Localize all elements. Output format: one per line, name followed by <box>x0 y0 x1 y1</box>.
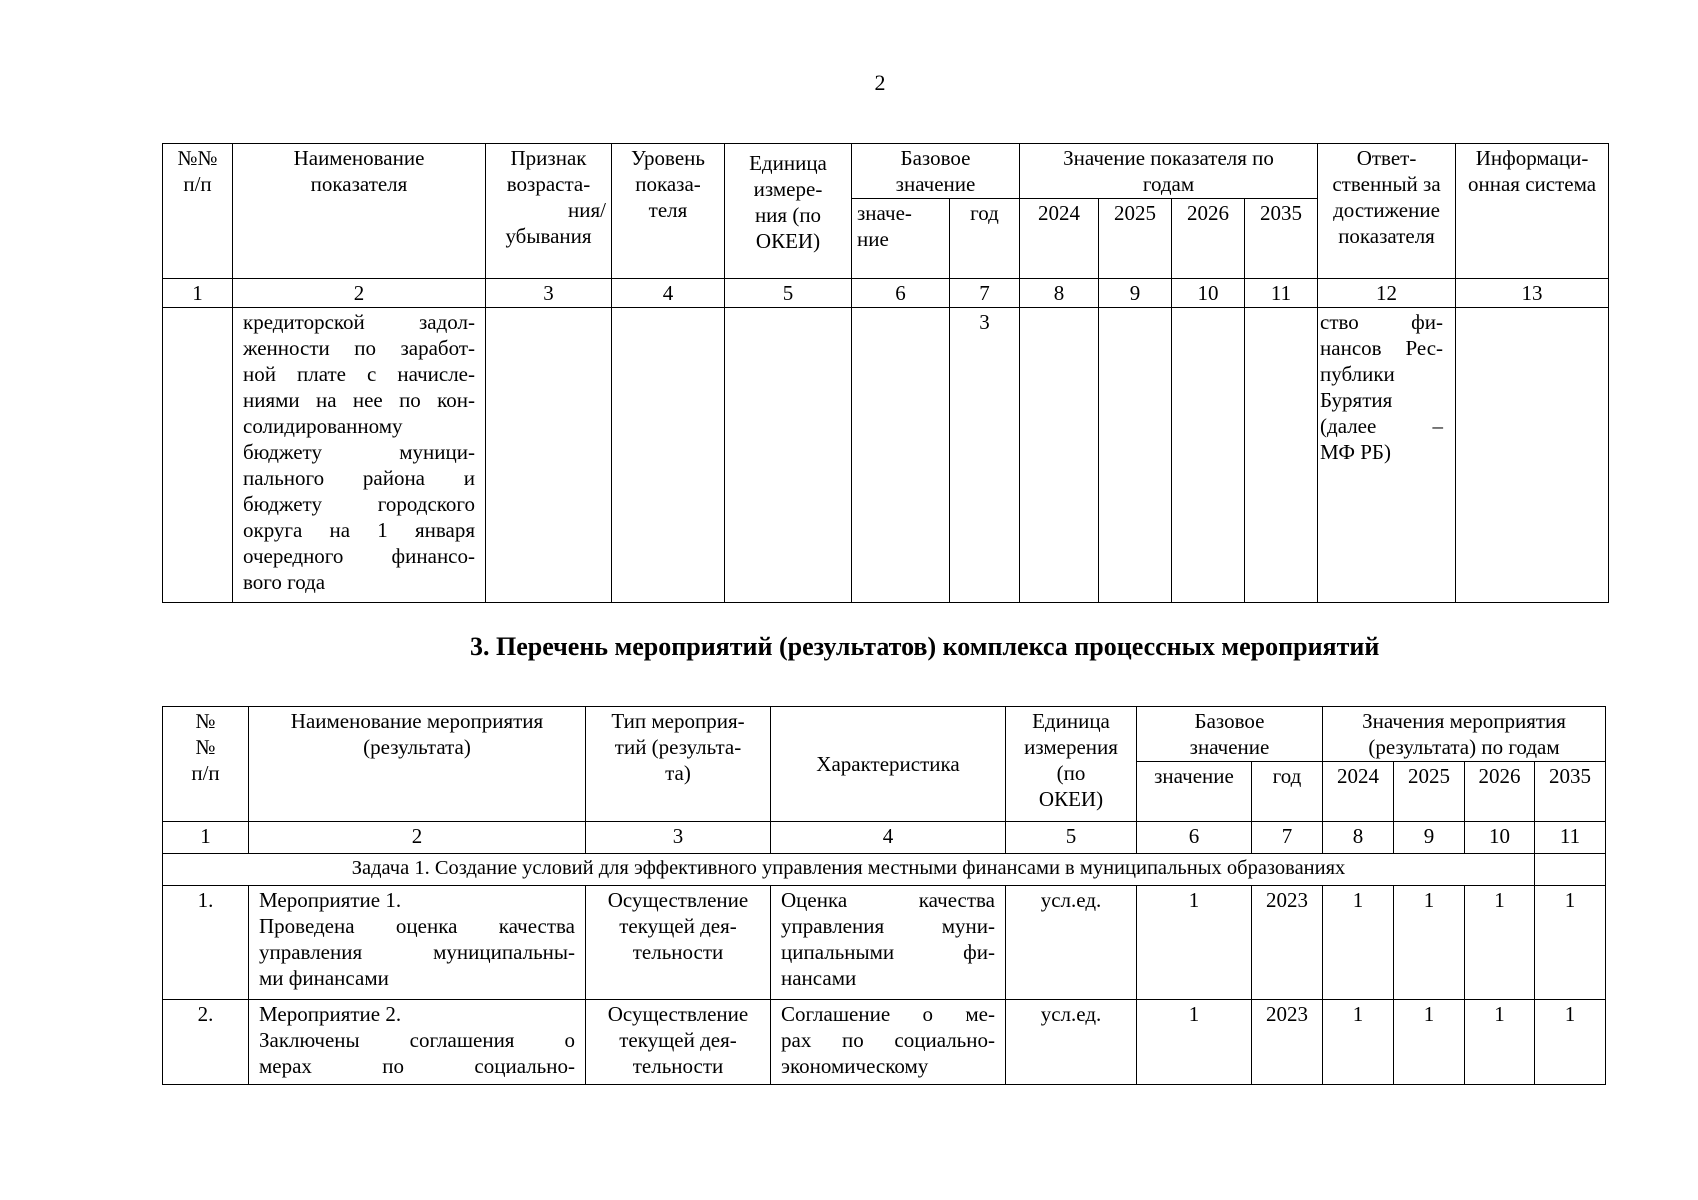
measure-1-base-year: 2023 <box>1252 886 1323 1000</box>
t2-colnum: 1 <box>163 822 249 854</box>
t1-header-year-2025: 2025 <box>1099 199 1172 279</box>
section-heading: 3. Перечень мероприятий (результатов) комплекса процессных мероприятий <box>470 632 1380 661</box>
t1-row-responsible: ство фи- нансов Рес- публики Бурятия (далее – МФ РБ) <box>1318 308 1456 603</box>
measure-2-value-2035: 1 <box>1535 1000 1606 1085</box>
measure-2-num: 2. <box>163 1000 249 1085</box>
t2-header-num: № № п/п <box>163 707 249 822</box>
t1-colnum: 13 <box>1456 279 1609 308</box>
t2-header-type: Тип мероприя- тий (результа- та) <box>586 707 771 822</box>
t1-colnum: 9 <box>1099 279 1172 308</box>
t1-row-2024 <box>1020 308 1099 603</box>
t1-row-level <box>612 308 725 603</box>
measure-2-base-value: 1 <box>1137 1000 1252 1085</box>
t2-colnum: 3 <box>586 822 771 854</box>
t2-colnum: 6 <box>1137 822 1252 854</box>
t2-header-year-2035: 2035 <box>1535 762 1606 822</box>
t1-row-2026 <box>1172 308 1245 603</box>
t1-colnum: 1 <box>163 279 233 308</box>
t1-colnum: 10 <box>1172 279 1245 308</box>
t2-colnum: 8 <box>1323 822 1394 854</box>
t1-colnum: 5 <box>725 279 852 308</box>
t1-colnum: 6 <box>852 279 950 308</box>
t1-row-base-value <box>852 308 950 603</box>
measure-2-value-2026: 1 <box>1465 1000 1535 1085</box>
t1-row-base-year: 3 <box>950 308 1020 603</box>
t2-header-name: Наименование мероприятия (результата) <box>249 707 586 822</box>
t1-colnum: 12 <box>1318 279 1456 308</box>
t1-header-info-system: Информаци- онная система <box>1456 144 1609 279</box>
t2-colnum: 4 <box>771 822 1006 854</box>
measure-2-name: Мероприятие 2. Заключены соглашения о мерах по социально- <box>249 1000 586 1085</box>
task-row-empty <box>1535 854 1606 886</box>
t1-header-unit: Единица измере- ния (по ОКЕИ) <box>725 144 852 279</box>
t2-colnum: 7 <box>1252 822 1323 854</box>
measure-2-value-2024: 1 <box>1323 1000 1394 1085</box>
measure-1-base-value: 1 <box>1137 886 1252 1000</box>
t2-header-year-2024: 2024 <box>1323 762 1394 822</box>
t1-header-year-2024: 2024 <box>1020 199 1099 279</box>
t2-header-base-value: значение <box>1137 762 1252 822</box>
measure-1-type: Осуществление текущей дея- тельности <box>586 886 771 1000</box>
t2-colnum: 10 <box>1465 822 1535 854</box>
t2-header-year-2025: 2025 <box>1394 762 1465 822</box>
t1-header-base: Базовое значение <box>852 144 1020 199</box>
t1-header-num: №№ п/п <box>163 144 233 279</box>
measure-1-characteristic: Оценка качества управления муни- ципальными фи- нансами <box>771 886 1006 1000</box>
t1-row-unit <box>725 308 852 603</box>
measure-1-num: 1. <box>163 886 249 1000</box>
t1-row-2025 <box>1099 308 1172 603</box>
t1-colnum: 8 <box>1020 279 1099 308</box>
measure-2-type: Осуществление текущей дея- тельности <box>586 1000 771 1085</box>
t1-header-trend: Признак возраста- ния/ убывания <box>486 144 612 279</box>
t1-row-num <box>163 308 233 603</box>
task-row: Задача 1. Создание условий для эффективного управления местными финансами в муниципальных образованиях <box>163 854 1535 886</box>
measures-table <box>162 706 1606 1085</box>
t2-colnum: 9 <box>1394 822 1465 854</box>
t1-header-values: Значение показателя по годам <box>1020 144 1318 199</box>
t1-colnum: 3 <box>486 279 612 308</box>
measure-1-name: Мероприятие 1. Проведена оценка качества управления муниципальны- ми финансами <box>249 886 586 1000</box>
t1-colnum: 4 <box>612 279 725 308</box>
measure-2-unit: усл.ед. <box>1006 1000 1137 1085</box>
t1-header-responsible: Ответ- ственный за достижение показателя <box>1318 144 1456 279</box>
indicators-table <box>162 143 1609 603</box>
t1-header-year-2035: 2035 <box>1245 199 1318 279</box>
measure-1-value-2024: 1 <box>1323 886 1394 1000</box>
measure-2-base-year: 2023 <box>1252 1000 1323 1085</box>
measure-2-characteristic: Соглашение о ме- рах по социально- экономическому <box>771 1000 1006 1085</box>
measure-1-value-2035: 1 <box>1535 886 1606 1000</box>
t1-colnum: 2 <box>233 279 486 308</box>
t1-row-trend <box>486 308 612 603</box>
t2-header-unit: Единица измерения (по ОКЕИ) <box>1006 707 1137 822</box>
t1-colnum: 11 <box>1245 279 1318 308</box>
t2-colnum: 2 <box>249 822 586 854</box>
t1-header-level: Уровень показа- теля <box>612 144 725 279</box>
measure-1-unit: усл.ед. <box>1006 886 1137 1000</box>
t1-header-year-2026: 2026 <box>1172 199 1245 279</box>
t2-header-base-year: год <box>1252 762 1323 822</box>
t2-header-year-2026: 2026 <box>1465 762 1535 822</box>
t1-header-base-value: значе- ние <box>852 199 950 279</box>
t1-colnum: 7 <box>950 279 1020 308</box>
t1-row-2035 <box>1245 308 1318 603</box>
t2-header-base: Базовое значение <box>1137 707 1323 762</box>
t1-row-name: кредиторской задол- женности по заработ- ной плате с начисле- ниями на нее по кон- солидированному бюджету муници- пального района и бюджету городского округа на 1 января очередного финансо- вого года <box>233 308 486 603</box>
measure-2-value-2025: 1 <box>1394 1000 1465 1085</box>
page-number: 2 <box>874 70 886 95</box>
measure-1-value-2025: 1 <box>1394 886 1465 1000</box>
t1-header-base-year: год <box>950 199 1020 279</box>
t1-row-info-system <box>1456 308 1609 603</box>
t2-colnum: 11 <box>1535 822 1606 854</box>
t2-colnum: 5 <box>1006 822 1137 854</box>
t2-header-values: Значения мероприятия (результата) по годам <box>1323 707 1606 762</box>
t2-header-characteristic: Характеристика <box>771 707 1006 822</box>
t1-header-name: Наименование показателя <box>233 144 486 279</box>
measure-1-value-2026: 1 <box>1465 886 1535 1000</box>
